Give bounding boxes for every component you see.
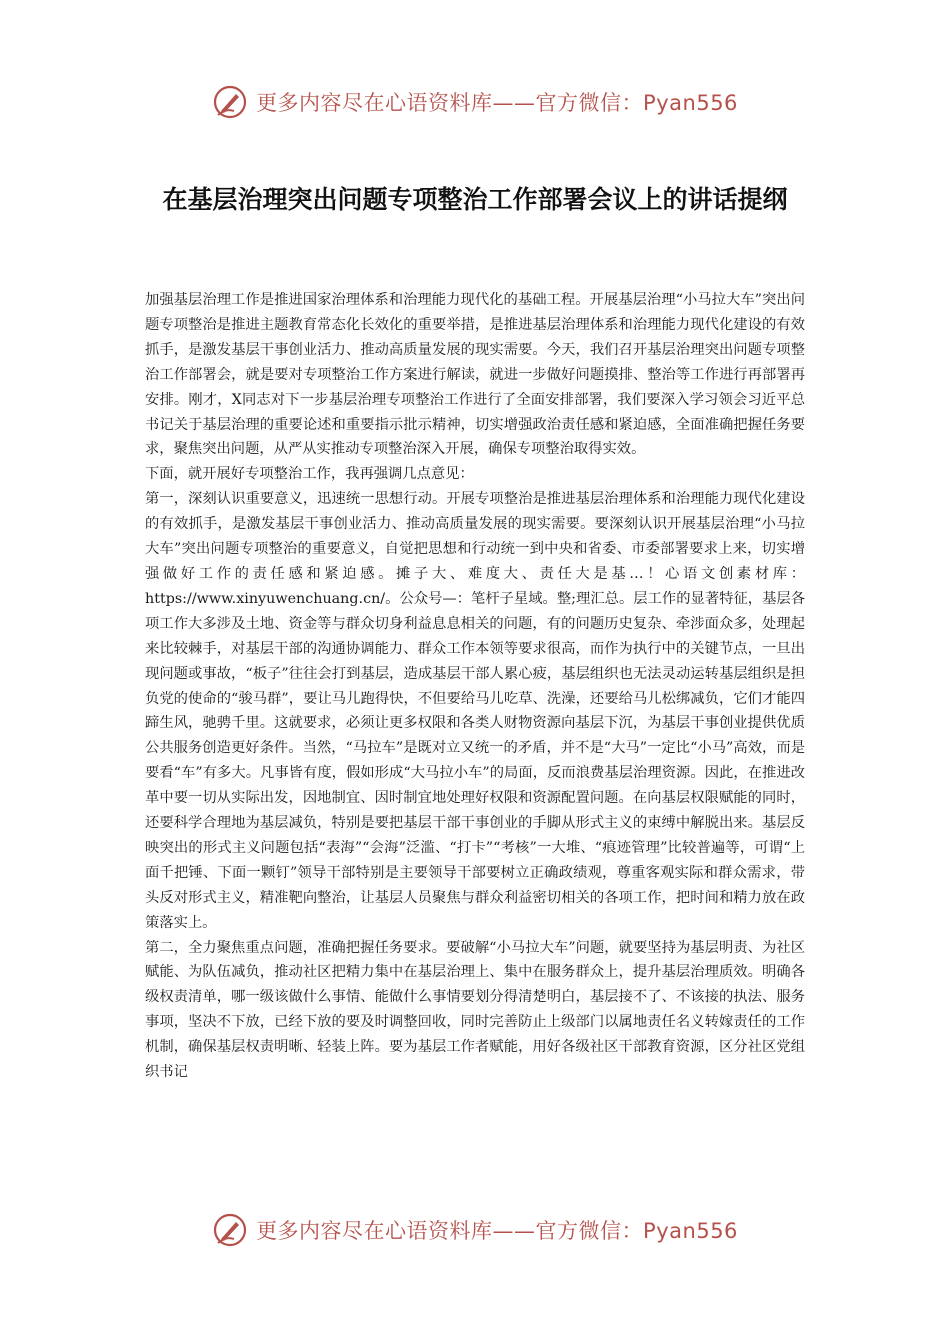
footer-banner bbox=[0, 1208, 950, 1252]
paragraph-first-point: 第一，深刻认识重要意义，迅速统一思想行动。开展专项整治是推进基层治理体系和治理能力现代化建设的有效抓手，是激发基层干事创业活力、推动高质量发展的现实需要。要深刻认识开展基层治理“小马拉大车”突出问题专项整治的重要意义，自觉把思想和行动统一到中央和省委、市委部署要求上来，切实增强做好工作的责任感和紧迫感。摊子大、难度大、责任大是基…！心语文创素材库：https://www.xinyuwenchuang.cn/。公众号—：笔杆子星域。整;理汇总。层工作的显著特征，基层各项工作大多涉及土地、资金等与群众切身利益息息相关的问题，有的问题历史复杂、牵涉面众多，处理起来比较棘手，对基层干部的沟通协调能力、群众工作本领等要求很高，而作为执行中的关键节点，一旦出现问题或事故，“板子”往往会打到基层，造成基层干部人累心疲，基层组织也无法灵动运转基层组织是担负党的使命的“骏马群”，要让马儿跑得快，不但要给马儿吃草、洗澡，还要给马儿松绑减负，它们才能四蹄生风，驰骋千里。这就要求，必须让更多权限和各类人财物资源向基层下沉，为基层干事创业提供优质公共服务创造更好条件。当然，“马拉车”是既对立又统一的矛盾，并不是“大马”一定比“小马”高效，而是要看“车”有多大。凡事皆有度，假如形成“大马拉小车”的局面，反而浪费基层治理资源。因此，在推进改革中要一切从实际出发，因地制宜、因时制宜地处理好权限和资源配置问题。在向基层权限赋能的同时，还要科学合理地为基层减负，特别是要把基层干部干事创业的手脚从形式主义的束缚中解脱出来。基层反映突出的形式主义问题包括“表海”“会海”泛滥、“打卡”“考核”一大堆、“痕迹管理”比较普遍等，可谓“上面千把锤、下面一颗钉”领导干部特别是主要领导干部要树立正确政绩观，尊重客观实际和群众需求，带头反对形式主义，精准靶向整治，让基层人员聚焦与群众利益密切相关的各项工作，把时间和精力放在政策落实上。 bbox=[145, 491, 805, 931]
footer-banner-text: 更多内容尽在心语资料库——官方微信：Pyan556 bbox=[256, 1219, 738, 1243]
header-banner bbox=[0, 80, 950, 124]
pen-logo-icon bbox=[212, 84, 248, 120]
document-body bbox=[145, 288, 805, 1085]
paragraph-transition: 下面，就开展好专项整治工作，我再强调几点意见： bbox=[145, 466, 474, 483]
header-banner-text: 更多内容尽在心语资料库——官方微信：Pyan556 bbox=[256, 91, 738, 115]
paragraph-intro: 加强基层治理工作是推进国家治理体系和治理能力现代化的基础工程。开展基层治理“小马拉大车”突出问题专项整治是推进主题教育常态化长效化的重要举措，是推进基层治理体系和治理能力现代化建设的有效抓手，是激发基层干事创业活力、推动高质量发展的现实需要。今天，我们召开基层治理突出问题专项整治工作部署会，就是要对专项整治工作方案进行解读，就进一步做好问题摸排、整治等工作进行再部署再安排。刚才，X同志对下一步基层治理专项整治工作进行了全面安排部署，我们要深入学习领会习近平总书记关于基层治理的重要论述和重要指示批示精神，切实增强政治责任感和紧迫感，全面准确把握任务要求，聚焦突出问题，从严从实推动专项整治深入开展，确保专项整治取得实效。 bbox=[145, 292, 805, 458]
document-title: 在基层治理突出问题专项整治工作部署会议上的讲话提纲 bbox=[162, 185, 788, 214]
pen-logo-icon bbox=[212, 1212, 248, 1248]
paragraph-second-point: 第二，全力聚焦重点问题，准确把握任务要求。要破解“小马拉大车”问题，就要坚持为基层明责、为社区赋能、为队伍减负，推动社区把精力集中在基层治理上、集中在服务群众上，提升基层治理质效。明确各级权责清单，哪一级该做什么事情、能做什么事情要划分得清楚明白，基层接不了、不该接的执法、服务事项，坚决不下放，已经下放的要及时调整回收，同时完善防止上级部门以属地责任名义转嫁责任的工作机制，确保基层权责明晰、轻装上阵。要为基层工作者赋能，用好各级社区干部教育资源，区分社区党组织书记 bbox=[145, 939, 805, 1081]
